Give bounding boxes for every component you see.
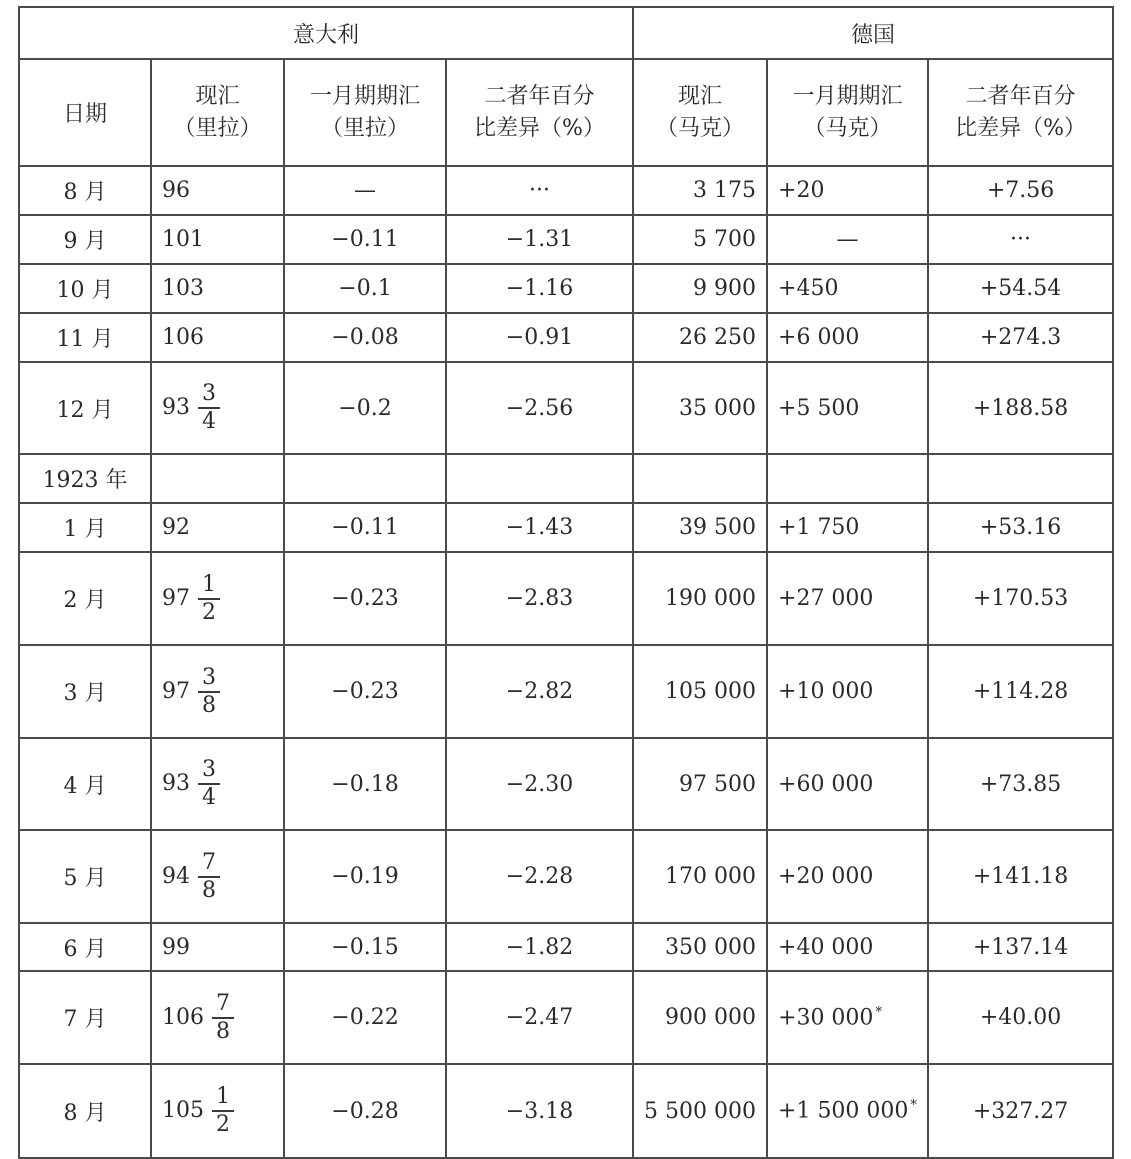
table-row bbox=[19, 971, 1113, 1064]
table-row bbox=[19, 830, 1113, 923]
italy-spot-value: 92 bbox=[162, 515, 190, 540]
germany-spot-cell: 9 900 bbox=[633, 264, 767, 313]
empty-cell bbox=[446, 454, 633, 503]
germany-forward-cell bbox=[767, 313, 928, 362]
italy-spot-value: 101 bbox=[162, 227, 204, 252]
germany-spot-cell: 35 000 bbox=[633, 362, 767, 454]
italy-spot-cell bbox=[151, 313, 284, 362]
germany-forward-header-line2: （马克） bbox=[803, 115, 892, 141]
italy-diff-header bbox=[446, 59, 633, 166]
fraction-numerator: 1 bbox=[198, 572, 220, 600]
fraction-numerator: 3 bbox=[198, 381, 220, 409]
fraction-denominator: 8 bbox=[202, 692, 216, 718]
fraction-numerator: 1 bbox=[212, 1084, 234, 1112]
date-cell: 1 月 bbox=[19, 503, 151, 552]
italy-diff-cell: −2.47 bbox=[446, 971, 633, 1064]
date-cell: 12 月 bbox=[19, 362, 151, 454]
year-cell: 1923 年 bbox=[19, 454, 151, 503]
germany-forward-value: +450 bbox=[778, 276, 839, 301]
exchange-rate-table bbox=[18, 6, 1114, 1159]
germany-forward-cell bbox=[767, 971, 928, 1064]
italy-forward-cell: −0.19 bbox=[284, 830, 446, 923]
fraction-numerator: 7 bbox=[198, 850, 220, 878]
germany-spot-header bbox=[633, 59, 767, 166]
date-cell: 9 月 bbox=[19, 215, 151, 264]
fraction-denominator: 4 bbox=[202, 409, 216, 434]
germany-diff-header bbox=[928, 59, 1113, 166]
table-row bbox=[19, 645, 1113, 738]
italy-spot-value: 99 bbox=[162, 934, 190, 960]
italy-spot-value: 93 bbox=[162, 771, 190, 796]
germany-diff-cell: +54.54 bbox=[928, 264, 1113, 313]
italy-spot-value: 106 bbox=[162, 325, 204, 350]
germany-diff-cell: +170.53 bbox=[928, 552, 1113, 645]
date-cell: 8 月 bbox=[19, 1064, 151, 1158]
fraction-denominator: 8 bbox=[216, 1018, 230, 1044]
table-row bbox=[19, 1064, 1113, 1158]
germany-spot-cell: 97 500 bbox=[633, 738, 767, 830]
germany-spot-cell: 350 000 bbox=[633, 923, 767, 971]
table-row bbox=[19, 264, 1113, 313]
germany-diff-cell: +188.58 bbox=[928, 362, 1113, 454]
italy-diff-header-line2: 比差异（%） bbox=[474, 115, 605, 141]
table-wrapper bbox=[18, 6, 1112, 1159]
fraction-denominator: 2 bbox=[202, 599, 216, 625]
italy-diff-cell: −1.31 bbox=[446, 215, 633, 264]
germany-spot-cell: 26 250 bbox=[633, 313, 767, 362]
date-header: 日期 bbox=[19, 59, 151, 166]
italy-forward-cell: −0.2 bbox=[284, 362, 446, 454]
germany-forward-value: +10 000 bbox=[778, 679, 874, 704]
date-cell: 5 月 bbox=[19, 830, 151, 923]
italy-spot-fraction bbox=[198, 665, 220, 719]
germany-forward-value: — bbox=[836, 227, 859, 252]
table-row bbox=[19, 552, 1113, 645]
germany-forward-cell bbox=[767, 264, 928, 313]
germany-forward-value: +20 bbox=[778, 178, 825, 203]
italy-spot-cell bbox=[151, 971, 284, 1064]
germany-diff-cell: +327.27 bbox=[928, 1064, 1113, 1158]
italy-spot-value: 97 bbox=[162, 678, 190, 704]
germany-forward-value: +6 000 bbox=[778, 325, 860, 350]
germany-spot-cell: 190 000 bbox=[633, 552, 767, 645]
footnote-asterisk: * bbox=[875, 1004, 882, 1020]
italy-spot-cell bbox=[151, 738, 284, 830]
table-row bbox=[19, 313, 1113, 362]
germany-spot-cell: 170 000 bbox=[633, 830, 767, 923]
germany-spot-header-line1: 现汇 bbox=[678, 83, 723, 109]
italy-spot-value: 97 bbox=[162, 585, 190, 611]
italy-forward-cell: −0.23 bbox=[284, 552, 446, 645]
germany-forward-header bbox=[767, 59, 928, 166]
germany-diff-cell: ··· bbox=[928, 215, 1113, 264]
column-header-row bbox=[19, 59, 1113, 166]
italy-forward-cell: −0.11 bbox=[284, 503, 446, 552]
table-row bbox=[19, 362, 1113, 454]
fraction-denominator: 4 bbox=[202, 785, 216, 810]
italy-diff-cell: ··· bbox=[446, 166, 633, 215]
table-row bbox=[19, 166, 1113, 215]
fraction-numerator: 3 bbox=[198, 665, 220, 693]
italy-header: 意大利 bbox=[19, 7, 633, 59]
germany-spot-cell: 3 175 bbox=[633, 166, 767, 215]
italy-spot-cell bbox=[151, 923, 284, 971]
table-row bbox=[19, 738, 1113, 830]
germany-forward-cell bbox=[767, 645, 928, 738]
germany-diff-cell: +73.85 bbox=[928, 738, 1113, 830]
germany-diff-header-line2: 比差异（%） bbox=[955, 115, 1086, 141]
italy-diff-cell: −1.43 bbox=[446, 503, 633, 552]
italy-spot-header-line1: 现汇 bbox=[195, 83, 240, 109]
italy-spot-fraction bbox=[198, 572, 220, 626]
germany-diff-cell: +7.56 bbox=[928, 166, 1113, 215]
italy-diff-cell: −1.16 bbox=[446, 264, 633, 313]
italy-spot-cell bbox=[151, 166, 284, 215]
italy-spot-value: 105 bbox=[162, 1098, 204, 1123]
italy-diff-cell: −2.83 bbox=[446, 552, 633, 645]
italy-spot-value: 96 bbox=[162, 178, 190, 203]
italy-spot-fraction bbox=[198, 381, 220, 435]
italy-diff-cell: −2.30 bbox=[446, 738, 633, 830]
germany-forward-header-line1: 一月期期汇 bbox=[792, 83, 903, 109]
italy-forward-cell: −0.18 bbox=[284, 738, 446, 830]
germany-forward-value: +5 500 bbox=[778, 395, 860, 421]
germany-spot-cell: 39 500 bbox=[633, 503, 767, 552]
empty-cell bbox=[633, 454, 767, 503]
empty-cell bbox=[151, 454, 284, 503]
year-row bbox=[19, 454, 1113, 503]
italy-forward-header bbox=[284, 59, 446, 166]
fraction-denominator: 8 bbox=[202, 877, 216, 903]
germany-spot-header-line2: （马克） bbox=[656, 115, 745, 141]
germany-forward-cell bbox=[767, 215, 928, 264]
italy-spot-header bbox=[151, 59, 284, 166]
germany-forward-cell bbox=[767, 552, 928, 645]
italy-diff-cell: −0.91 bbox=[446, 313, 633, 362]
germany-spot-cell: 105 000 bbox=[633, 645, 767, 738]
table-row bbox=[19, 923, 1113, 971]
germany-diff-cell: +40.00 bbox=[928, 971, 1113, 1064]
footnote-asterisk: * bbox=[910, 1098, 917, 1114]
italy-spot-fraction bbox=[212, 1084, 234, 1138]
empty-cell bbox=[284, 454, 446, 503]
italy-spot-cell bbox=[151, 264, 284, 313]
germany-forward-cell bbox=[767, 362, 928, 454]
germany-diff-cell: +137.14 bbox=[928, 923, 1113, 971]
germany-forward-value: +1 750 bbox=[778, 515, 860, 540]
germany-forward-cell bbox=[767, 166, 928, 215]
italy-diff-cell: −2.56 bbox=[446, 362, 633, 454]
italy-spot-cell bbox=[151, 552, 284, 645]
italy-spot-value: 94 bbox=[162, 863, 190, 889]
germany-spot-cell: 900 000 bbox=[633, 971, 767, 1064]
italy-spot-header-line2: （里拉） bbox=[173, 115, 262, 141]
germany-diff-cell: +141.18 bbox=[928, 830, 1113, 923]
germany-forward-value: +20 000 bbox=[778, 864, 874, 889]
italy-spot-value: 103 bbox=[162, 276, 204, 301]
germany-forward-cell bbox=[767, 738, 928, 830]
italy-diff-cell: −2.82 bbox=[446, 645, 633, 738]
germany-diff-cell: +114.28 bbox=[928, 645, 1113, 738]
italy-diff-cell: −1.82 bbox=[446, 923, 633, 971]
table-row bbox=[19, 215, 1113, 264]
date-cell: 4 月 bbox=[19, 738, 151, 830]
germany-forward-cell bbox=[767, 503, 928, 552]
date-cell: 2 月 bbox=[19, 552, 151, 645]
germany-forward-value: +1 500 000 bbox=[778, 1098, 909, 1124]
germany-forward-cell bbox=[767, 1064, 928, 1158]
italy-diff-cell: −2.28 bbox=[446, 830, 633, 923]
italy-diff-header-line1: 二者年百分 bbox=[484, 83, 595, 109]
date-cell: 10 月 bbox=[19, 264, 151, 313]
italy-spot-fraction bbox=[198, 757, 220, 811]
empty-cell bbox=[928, 454, 1113, 503]
germany-forward-cell bbox=[767, 830, 928, 923]
italy-spot-cell bbox=[151, 503, 284, 552]
italy-forward-cell: −0.28 bbox=[284, 1064, 446, 1158]
date-cell: 3 月 bbox=[19, 645, 151, 738]
fraction-numerator: 3 bbox=[198, 757, 220, 785]
germany-spot-cell: 5 700 bbox=[633, 215, 767, 264]
germany-header: 德国 bbox=[633, 7, 1113, 59]
germany-forward-value: +27 000 bbox=[778, 586, 874, 611]
italy-forward-cell: −0.08 bbox=[284, 313, 446, 362]
italy-forward-cell: −0.11 bbox=[284, 215, 446, 264]
italy-forward-cell: −0.1 bbox=[284, 264, 446, 313]
italy-forward-cell: −0.23 bbox=[284, 645, 446, 738]
italy-spot-cell bbox=[151, 215, 284, 264]
italy-spot-value: 106 bbox=[162, 1004, 204, 1030]
italy-spot-value: 93 bbox=[162, 395, 190, 420]
date-cell: 11 月 bbox=[19, 313, 151, 362]
italy-spot-cell bbox=[151, 1064, 284, 1158]
italy-spot-fraction bbox=[198, 850, 220, 904]
italy-spot-fraction bbox=[212, 991, 234, 1045]
date-cell: 7 月 bbox=[19, 971, 151, 1064]
germany-diff-cell: +53.16 bbox=[928, 503, 1113, 552]
fraction-numerator: 7 bbox=[212, 991, 234, 1019]
table-row bbox=[19, 503, 1113, 552]
germany-diff-header-line1: 二者年百分 bbox=[965, 83, 1076, 109]
italy-forward-cell: −0.22 bbox=[284, 971, 446, 1064]
germany-forward-cell bbox=[767, 923, 928, 971]
date-cell: 6 月 bbox=[19, 923, 151, 971]
fraction-denominator: 2 bbox=[216, 1112, 230, 1137]
germany-spot-cell: 5 500 000 bbox=[633, 1064, 767, 1158]
germany-forward-value: +30 000 bbox=[778, 1005, 874, 1031]
italy-forward-header-line1: 一月期期汇 bbox=[309, 83, 420, 109]
germany-forward-value: +40 000 bbox=[778, 934, 874, 960]
italy-diff-cell: −3.18 bbox=[446, 1064, 633, 1158]
italy-forward-cell: — bbox=[284, 166, 446, 215]
italy-spot-cell bbox=[151, 362, 284, 454]
italy-spot-cell bbox=[151, 645, 284, 738]
country-header-row bbox=[19, 7, 1113, 59]
date-cell: 8 月 bbox=[19, 166, 151, 215]
italy-forward-cell: −0.15 bbox=[284, 923, 446, 971]
empty-cell bbox=[767, 454, 928, 503]
italy-spot-cell bbox=[151, 830, 284, 923]
italy-forward-header-line2: （里拉） bbox=[320, 115, 409, 141]
germany-diff-cell: +274.3 bbox=[928, 313, 1113, 362]
germany-forward-value: +60 000 bbox=[778, 771, 874, 797]
